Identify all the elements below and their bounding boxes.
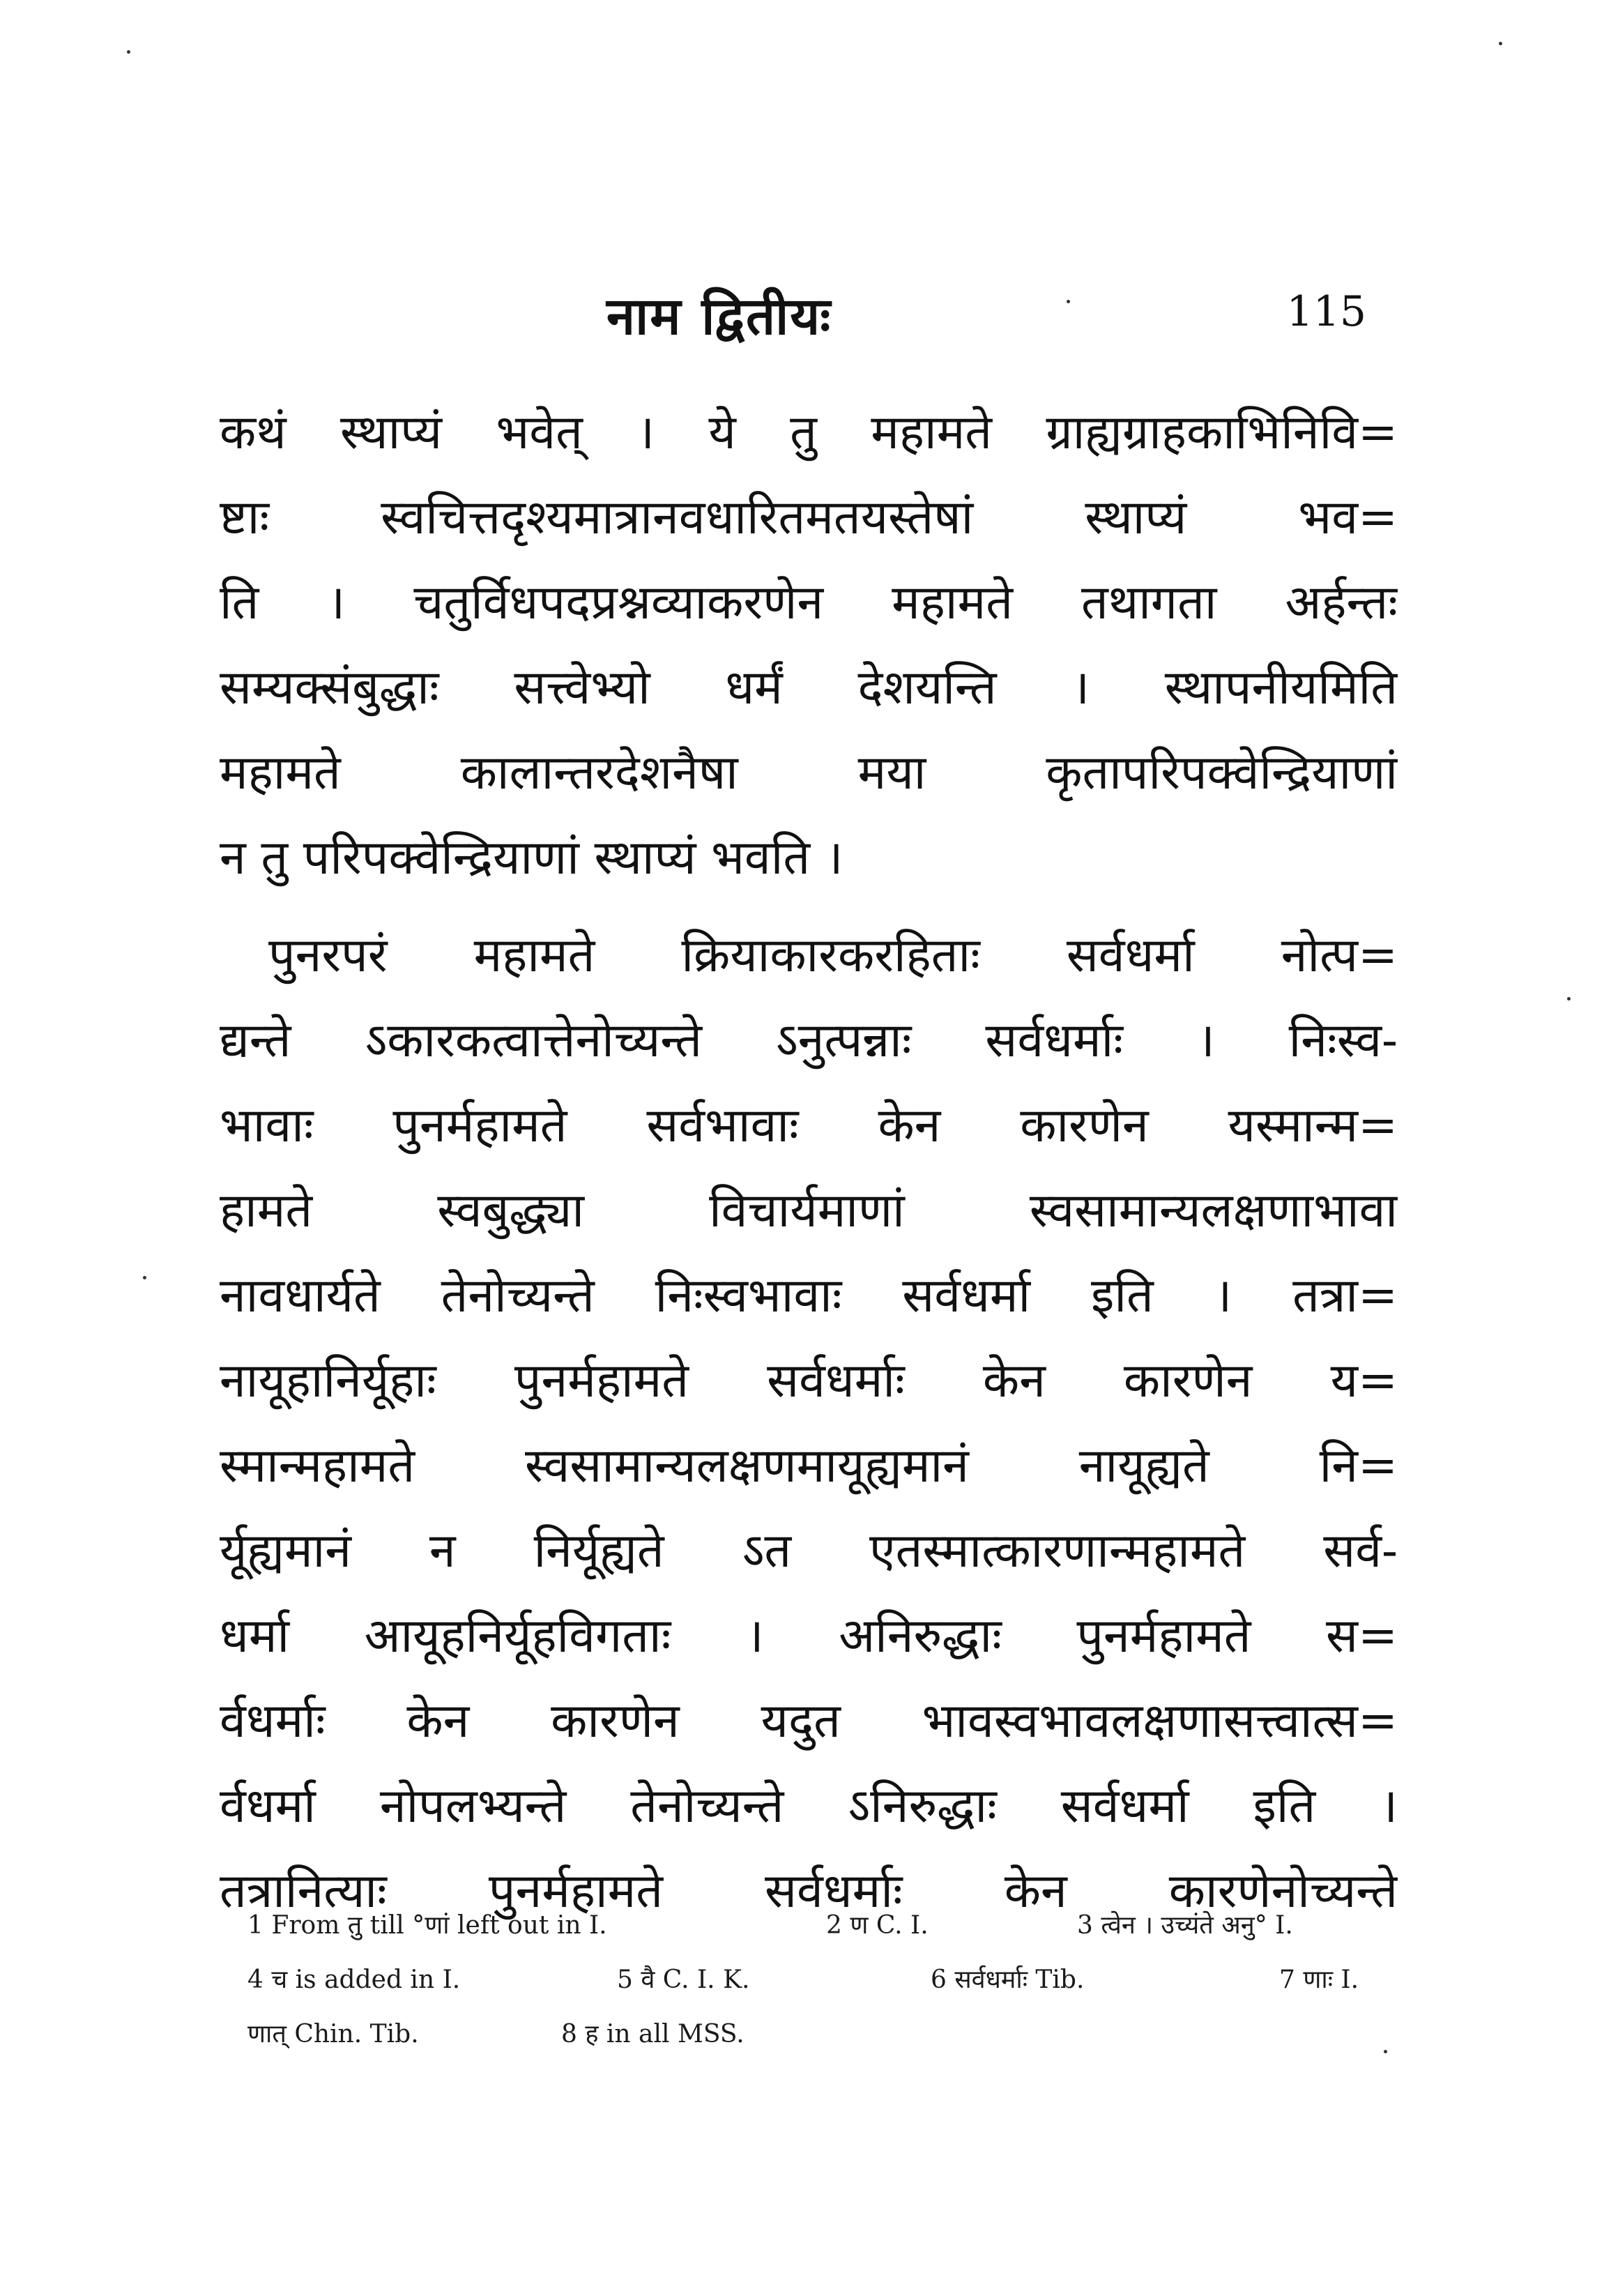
text-line: स्मान्महामते स्वसामान्यलक्षणमायूह्यमानं नायूह्यते नि=	[220, 1438, 1398, 1493]
footnote-5: 5 वै C. I. K.	[617, 1966, 750, 1994]
footnote-1: 1 From तु till °णां left out in I.	[247, 1911, 607, 1940]
footnote-row	[247, 1961, 1391, 2016]
text-line: हामते स्वबुद्ध्या विचार्यमाणां स्वसामान्यलक्षणाभावा	[220, 1183, 1398, 1238]
text-line: कथं स्थाप्यं भवेत् । ये तु महामते ग्राह्यग्राहकाभिनिवि=	[220, 405, 1398, 460]
footnotes	[247, 1907, 1391, 2070]
text-line: द्यन्ते ऽकारकत्वात्तेनोच्यन्ते ऽनुत्पन्नाः सर्वधर्माः । निःस्व-	[220, 1013, 1398, 1068]
text-line: नावधार्यते तेनोच्यन्ते निःस्वभावाः सर्वधर्मा इति । तत्रा=	[220, 1268, 1398, 1323]
footnote-6: 6 सर्वधर्माः Tib.	[931, 1966, 1085, 1994]
text-line: र्वधर्मा नोपलभ्यन्ते तेनोच्यन्ते ऽनिरुद्धाः सर्वधर्मा इति ।	[220, 1779, 1398, 1834]
text-line: भावाः पुनर्महामते सर्वभावाः केन कारणेन यस्मान्म=	[220, 1098, 1398, 1153]
page-header	[223, 279, 1394, 356]
text-line: तत्रानित्याः पुनर्महामते सर्वधर्माः केन कारणेनोच्यन्ते	[220, 1864, 1398, 1919]
footnote-8: 8 ह in all MSS.	[561, 2020, 745, 2048]
footnote-7: 7 णाः I.	[1279, 1966, 1359, 1994]
text-line: महामते कालान्तरदेशनैषा मया कृतापरिपक्वेन्द्रियाणां	[220, 745, 1398, 800]
page-number: 115	[1286, 287, 1366, 336]
text-line: धर्मा आयूहनिर्यूहविगताः । अनिरुद्धाः पुनर्महामते स=	[220, 1609, 1398, 1664]
text-line: र्वधर्माः केन कारणेन यदुत भावस्वभावलक्षणासत्त्वात्स=	[220, 1694, 1398, 1749]
text-line: ष्टाः स्वचित्तदृश्यमात्रानवधारितमतयस्तेषां स्थाप्यं भव=	[220, 490, 1398, 545]
footnote-3: 3 त्वेन । उच्यंते अनु° I.	[1077, 1911, 1293, 1940]
text-line: सम्यक्संबुद्धाः सत्त्वेभ्यो धर्मं देशयन्ति । स्थापनीयमिति	[220, 660, 1398, 715]
scan-speck	[1567, 997, 1571, 1001]
text-line: ति । चतुर्विधपदप्रश्नव्याकरणेन महामते तथागता अर्हन्तः	[220, 575, 1398, 630]
scan-speck	[1067, 300, 1070, 303]
scan-speck	[143, 1276, 146, 1279]
text-line: र्यूह्यमानं न निर्यूह्यते ऽत एतस्मात्कारणान्महामते सर्व-	[220, 1523, 1398, 1579]
text-line: न तु परिपक्वेन्द्रियाणां स्थाप्यं भवति ।	[220, 830, 843, 885]
scan-speck	[127, 50, 130, 54]
main-text	[220, 390, 1398, 1934]
scan-speck	[1499, 42, 1502, 45]
footnote-4: 4 च is added in I.	[247, 1966, 461, 1994]
running-title: नाम द्वितीयः	[606, 287, 832, 347]
footnote-row	[247, 2016, 1391, 2070]
text-line: पुनरपरं महामते क्रियाकारकरहिताः सर्वधर्मा नोत्प=	[268, 928, 1398, 983]
scan-speck	[1384, 2050, 1387, 2053]
text-line: नायूहानिर्यूहाः पुनर्महामते सर्वधर्माः केन कारणेन य=	[220, 1353, 1398, 1408]
paragraph-gap	[220, 901, 1398, 913]
footnote-2: 2 ण C. I.	[826, 1911, 929, 1940]
footnote-row	[247, 1907, 1391, 1961]
footnote-7-continued: णात् Chin. Tib.	[247, 2020, 419, 2048]
